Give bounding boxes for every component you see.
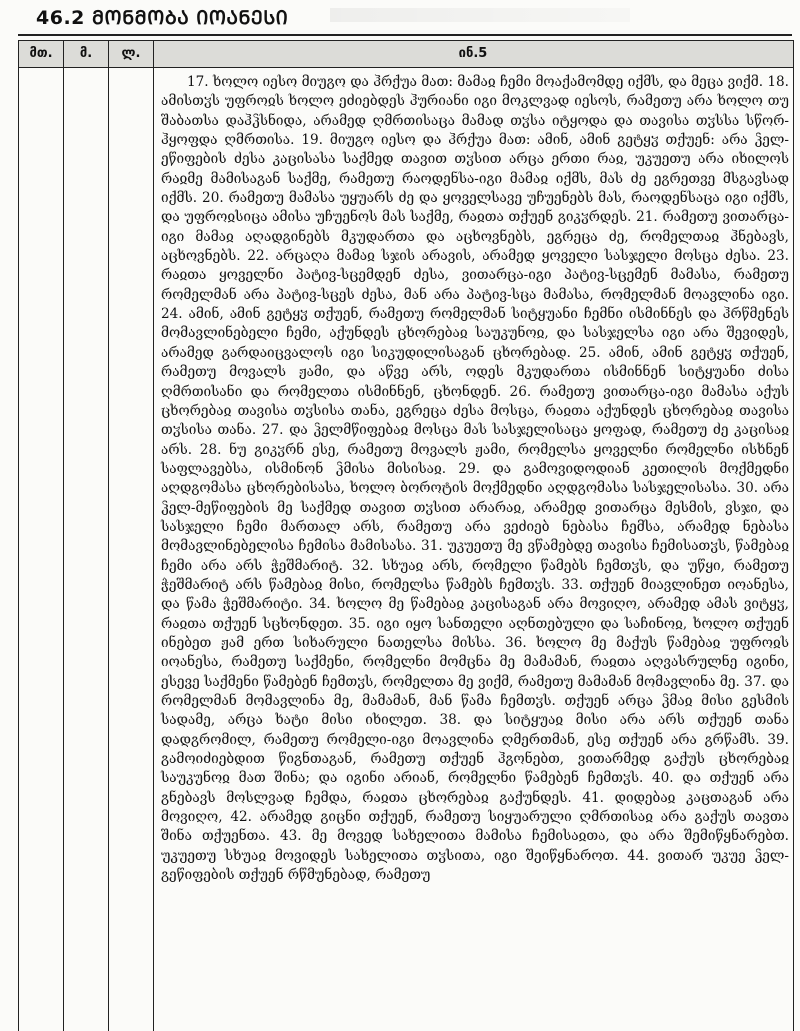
column-divider — [153, 67, 154, 1031]
column-header-john-chapter: ინ.5 — [458, 46, 488, 61]
column-header-matthew: მთ. — [19, 41, 64, 67]
column-header-luke: ლ. — [109, 41, 154, 67]
column-divider — [63, 67, 64, 1031]
gospel-parallel-table — [18, 40, 794, 1031]
header-rule — [18, 34, 792, 36]
bleed-through-shadow — [330, 8, 630, 22]
column-divider — [108, 67, 109, 1031]
running-title: 46.2 ᲛᲝᲜᲛᲝᲑᲐ ᲘᲝᲐᲜᲔᲡᲘ — [36, 7, 289, 29]
column-header-mark: მ. — [64, 41, 109, 67]
john-chapter-5-text — [161, 73, 789, 885]
table-header-row — [19, 40, 793, 68]
verse-paragraph: 17. ხოლო იესო მიუგო და ჰრქუა მათ: მამაჲ ჩემი მოაქამომდე იქმს, და მეცა ვიქმ. 18. ამისთჳს უფროჲს ხოლო ეძიებდეს ჰურიანი იგი მოკლვად იესოს, რამეთუ არა ხოლო თუ შაბათსა დაჰჴსნიდა, არამედ ღმრთისაცა მამად თჳსა იტყოდა და თავისა თჳსსა სწორ-ჰყოფდა ღმრთისა. 19. მიუგო იესო და ჰრქუა მათ: ამინ, ამინ გეტყჳ თქუენ: არა ჴელ-ეწიფების ძესა კაცისასა საქმედ თავით თჳსით არცა ერთი რაჲ, უკუეთუ არა იხილოს რაჲმე მამისაგან საქმე, რამეთუ რაოდენსა-იგი მამაჲ იქმს, მას ძე ეგრეთვე მსგავსად იქმს. 20. რამეთუ მამასა უყუარს ძე და ყოველსავე უჩუენებს მას, რაოდენსაცა იგი იქმს, და უფროჲსიცა ამისა უჩუენოს მას საქმე, რაჲთა თქუენ გიკჳრდეს. 21. რამეთუ ვითარცა-იგი მამაჲ აღადგინებს მკუდართა და აცხოვნებს, ეგრეცა ძე, რომელთაჲ ჰნებავს, აცხოვნებს. 22. არცაღა მამაჲ სჯის არავის, არამედ ყოველი სასჯელი მოსცა ძესა. 23. რაჲთა ყოველნი პატივ-სცემდენ ძესა, ვითარცა-იგი პატივ-სცემენ მამასა, რამეთუ რომელმან არა პატივ-სცეს ძესა, მან არა პატივ-სცა მამასა, რომელმან მოავლინა იგი. 24. ამინ, ამინ გეტყჳ თქუენ, რამეთუ რომელმან სიტყუანი ჩემნი ისმინნეს და ჰრწმენეს მომავლინებელი ჩემი, აქუნდეს ცხორებაჲ საუკუნოჲ, და სასჯელსა იგი არა შევიდეს, არამედ გარდაიცვალოს იგი სიკუდილისაგან ცხორებად. 25. ამინ, ამინ გეტყჳ თქუენ, რამეთუ მოვალს ჟამი, და აწვე არს, ოდეს მკუდართა ისმინნენ სიტყუანი ძისა ღმრთისანი და რომელთა ისმინნენ, ცხონდენ. 26. რამეთუ ვითარცა-იგი მამასა აქუს ცხორებაჲ თავისა თჳსისა თანა, ეგრეცა ძესა მოსცა, რაჲთა აქუნდეს ცხორებაჲ თავისა თჳსისა თანა. 27. და ჴელმწიფებაჲ მოსცა მას სასჯელისაცა ყოფად, რამეთუ ძე კაცისაჲ არს. 28. ნუ გიკჳრნ ესე, რამეთუ მოვალს ჟამი, რომელსა ყოველნი რომელნი ისხნენ საფლავებსა, ისმინონ ჴმისა მისისაჲ. 29. და გამოვიდოდიან კეთილის მოქმედნი აღდგომასა ცხორებისასა, ხოლო ბოროტის მოქმედნი აღდგომასა სასჯელისასა. 30. არა ჴელ-მეწიფების მე საქმედ თავით თჳსით არარაჲ, არამედ ვითარცა მესმის, ვსჯი, და სასჯელი ჩემი მართალ არს, რამეთუ არა ვეძიებ ნებასა ჩემსა, არამედ ნებასა მომავლინებელისა ჩემისა მამისასა. 31. უკუეთუ მე ვწამებდე თავისა ჩემისათჳს, წამებაჲ ჩემი არა არს ჭეშმარიტ. 32. სხუაჲ არს, რომელი წამებს ჩემთჳს, და უწყი, რამეთუ ჭეშმარიტ არს წამებაჲ მისი, რომელსა წამებს ჩემთჳს. 33. თქუენ მიავლინეთ იოანესა, და წამა ჭეშმარიტი. 34. ხოლო მე წამებაჲ კაცისაგან არა მოვიღო, არამედ ამას ვიტყჳ, რაჲთა თქუენ სცხონდეთ. 35. იგი იყო სანთელი აღნთებული და საჩინოჲ, ხოლო თქუენ ინებეთ ჟამ ერთ სიხარული ნათელსა მისსა. 36. ხოლო მე მაქუს წამებაჲ უფროჲს იოანესა, რამეთუ საქმენი, რომელნი მომცნა მე მამამან, რაჲთა აღვასრულნე იგინი, ესევე საქმენი წამებენ ჩემთჳს, რომელთა მე ვიქმ, რამეთუ მამამან მომავლინა მე. 37. და რომელმან მომავლინა მე, მამამან, მან წამა ჩემთჳს. თქუენ არცა ჴმაჲ მისი გესმის სადამე, არცა ხატი მისი იხილეთ. 38. და სიტყუაჲ მისი არა არს თქუენ თანა დადგრომილ, რამეთუ რომელი-იგი მოავლინა ღმერთმან, ესე თქუენ არა გრწამს. 39. გამოიძიებდით წიგნთაგან, რამეთუ თქუენ ჰგონებთ, ვითარმედ გაქუს ცხორებაჲ საუკუნოჲ მათ შინა; და იგინი არიან, რომელნი წამებენ ჩემთჳს. 40. და თქუენ არა გნებავს მოსლვად ჩემდა, რაჲთა ცხორებაჲ გაქუნდეს. 41. დიდებაჲ კაცთაგან არა მოვიღო, 42. არამედ გიცნი თქუენ, რამეთუ სიყუარული ღმრთისაჲ არა გაქუს თავთა შინა თქუენთა. 43. მე მოვედ სახელითა მამისა ჩემისაჲთა, და არა შემიწყნარებთ. უკუეთუ სხუაჲ მოვიდეს სახელითა თჳსითა, იგი შეიწყნაროთ. 44. ვითარ უკუე ჴელ-გეწიფების თქუენ რწმუნებად, რამეთუ — [161, 74, 789, 884]
